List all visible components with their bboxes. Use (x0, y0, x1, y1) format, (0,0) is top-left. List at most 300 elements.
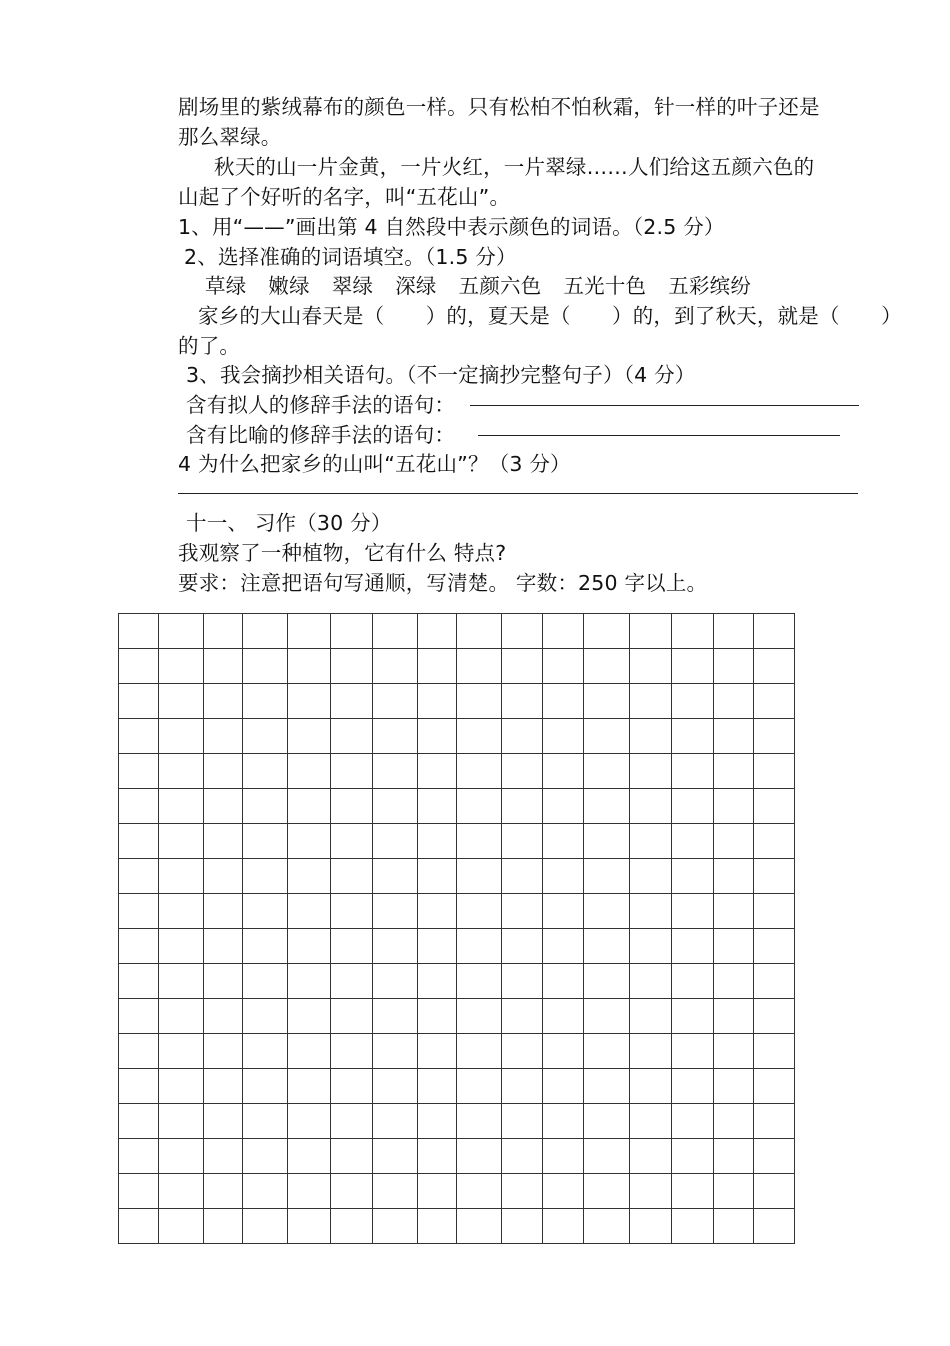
grid-cell[interactable] (119, 929, 159, 964)
grid-cell[interactable] (630, 824, 672, 859)
grid-cell[interactable] (543, 999, 584, 1034)
grid-cell[interactable] (457, 1209, 502, 1244)
grid-cell[interactable] (288, 824, 331, 859)
grid-cell[interactable] (331, 754, 373, 789)
grid-cell[interactable] (373, 1034, 418, 1069)
grid-cell[interactable] (672, 1174, 714, 1209)
grid-cell[interactable] (119, 1034, 159, 1069)
grid-cell[interactable] (543, 754, 584, 789)
grid-cell[interactable] (754, 999, 795, 1034)
grid-cell[interactable] (418, 1069, 457, 1104)
grid-cell[interactable] (457, 859, 502, 894)
grid-cell[interactable] (331, 824, 373, 859)
grid-cell[interactable] (204, 684, 243, 719)
grid-cell[interactable] (243, 649, 288, 684)
grid-cell[interactable] (754, 1104, 795, 1139)
grid-cell[interactable] (630, 964, 672, 999)
grid-cell[interactable] (418, 929, 457, 964)
grid-cell[interactable] (243, 719, 288, 754)
grid-cell[interactable] (672, 824, 714, 859)
grid-cell[interactable] (119, 1104, 159, 1139)
grid-cell[interactable] (714, 1104, 754, 1139)
grid-cell[interactable] (543, 964, 584, 999)
grid-cell[interactable] (418, 1139, 457, 1174)
grid-cell[interactable] (754, 1209, 795, 1244)
grid-cell[interactable] (288, 859, 331, 894)
grid-cell[interactable] (502, 684, 543, 719)
grid-cell[interactable] (418, 1209, 457, 1244)
grid-cell[interactable] (288, 789, 331, 824)
grid-cell[interactable] (714, 1139, 754, 1174)
grid-cell[interactable] (672, 894, 714, 929)
grid-cell[interactable] (331, 1209, 373, 1244)
grid-cell[interactable] (373, 859, 418, 894)
grid-cell[interactable] (630, 859, 672, 894)
grid-cell[interactable] (630, 999, 672, 1034)
grid-cell[interactable] (457, 684, 502, 719)
grid-cell[interactable] (714, 964, 754, 999)
grid-cell[interactable] (159, 964, 204, 999)
grid-cell[interactable] (502, 719, 543, 754)
grid-cell[interactable] (754, 1139, 795, 1174)
grid-cell[interactable] (672, 1104, 714, 1139)
grid-cell[interactable] (714, 719, 754, 754)
grid-cell[interactable] (159, 824, 204, 859)
grid-cell[interactable] (373, 1139, 418, 1174)
grid-cell[interactable] (630, 1034, 672, 1069)
grid-cell[interactable] (502, 859, 543, 894)
grid-cell[interactable] (457, 754, 502, 789)
answer-line-3a[interactable] (470, 405, 859, 406)
grid-cell[interactable] (418, 824, 457, 859)
grid-cell[interactable] (373, 684, 418, 719)
grid-cell[interactable] (373, 929, 418, 964)
grid-cell[interactable] (331, 789, 373, 824)
grid-cell[interactable] (418, 789, 457, 824)
grid-cell[interactable] (584, 999, 630, 1034)
grid-cell[interactable] (159, 789, 204, 824)
grid-cell[interactable] (714, 1069, 754, 1104)
grid-cell[interactable] (288, 719, 331, 754)
grid-cell[interactable] (288, 754, 331, 789)
grid-cell[interactable] (502, 789, 543, 824)
grid-cell[interactable] (630, 894, 672, 929)
grid-cell[interactable] (543, 719, 584, 754)
grid-cell[interactable] (630, 754, 672, 789)
grid-cell[interactable] (502, 1174, 543, 1209)
grid-cell[interactable] (754, 1174, 795, 1209)
grid-cell[interactable] (204, 894, 243, 929)
grid-row (119, 1174, 795, 1209)
grid-cell[interactable] (584, 789, 630, 824)
grid-cell[interactable] (204, 824, 243, 859)
grid-cell[interactable] (373, 1174, 418, 1209)
grid-cell[interactable] (543, 1034, 584, 1069)
grid-cell[interactable] (672, 649, 714, 684)
answer-line-3b[interactable] (478, 435, 840, 436)
grid-cell[interactable] (204, 999, 243, 1034)
grid-cell[interactable] (584, 824, 630, 859)
grid-cell[interactable] (331, 719, 373, 754)
grid-cell[interactable] (119, 649, 159, 684)
writing-grid[interactable] (118, 613, 795, 1244)
grid-cell[interactable] (418, 614, 457, 649)
grid-cell[interactable] (754, 859, 795, 894)
grid-cell[interactable] (630, 684, 672, 719)
grid-cell[interactable] (543, 1209, 584, 1244)
grid-cell[interactable] (418, 649, 457, 684)
grid-cell[interactable] (119, 964, 159, 999)
grid-cell[interactable] (502, 1069, 543, 1104)
grid-cell[interactable] (373, 614, 418, 649)
grid-cell[interactable] (584, 614, 630, 649)
grid-cell[interactable] (373, 789, 418, 824)
grid-cell[interactable] (159, 614, 204, 649)
grid-cell[interactable] (119, 1174, 159, 1209)
grid-cell[interactable] (630, 1209, 672, 1244)
grid-cell[interactable] (119, 1209, 159, 1244)
grid-cell[interactable] (204, 964, 243, 999)
grid-cell[interactable] (502, 1104, 543, 1139)
grid-cell[interactable] (457, 1139, 502, 1174)
grid-cell[interactable] (543, 894, 584, 929)
grid-cell[interactable] (418, 684, 457, 719)
grid-cell[interactable] (119, 894, 159, 929)
grid-cell[interactable] (119, 859, 159, 894)
answer-line-4[interactable] (178, 493, 858, 494)
grid-cell[interactable] (243, 824, 288, 859)
grid-cell[interactable] (584, 929, 630, 964)
grid-cell[interactable] (584, 719, 630, 754)
grid-cell[interactable] (204, 649, 243, 684)
grid-cell[interactable] (714, 859, 754, 894)
grid-cell[interactable] (119, 719, 159, 754)
grid-cell[interactable] (584, 684, 630, 719)
grid-cell[interactable] (204, 1174, 243, 1209)
grid-cell[interactable] (754, 754, 795, 789)
grid-cell[interactable] (243, 1034, 288, 1069)
grid-cell[interactable] (331, 649, 373, 684)
grid-cell[interactable] (754, 719, 795, 754)
grid-cell[interactable] (119, 824, 159, 859)
grid-cell[interactable] (543, 1069, 584, 1104)
grid-cell[interactable] (672, 719, 714, 754)
grid-cell[interactable] (331, 894, 373, 929)
grid-cell[interactable] (754, 649, 795, 684)
grid-cell[interactable] (543, 859, 584, 894)
grid-cell[interactable] (714, 1034, 754, 1069)
grid-cell[interactable] (159, 1209, 204, 1244)
grid-cell[interactable] (418, 1034, 457, 1069)
grid-cell[interactable] (714, 824, 754, 859)
grid-cell[interactable] (418, 1174, 457, 1209)
grid-cell[interactable] (630, 789, 672, 824)
grid-cell[interactable] (543, 614, 584, 649)
grid-cell[interactable] (288, 1069, 331, 1104)
grid-cell[interactable] (672, 964, 714, 999)
grid-cell[interactable] (457, 614, 502, 649)
grid-cell[interactable] (159, 894, 204, 929)
grid-cell[interactable] (288, 929, 331, 964)
grid-cell[interactable] (418, 754, 457, 789)
grid-cell[interactable] (373, 754, 418, 789)
grid-cell[interactable] (584, 1209, 630, 1244)
grid-cell[interactable] (502, 964, 543, 999)
grid-cell[interactable] (584, 1139, 630, 1174)
grid-cell[interactable] (243, 894, 288, 929)
grid-cell[interactable] (331, 1104, 373, 1139)
grid-cell[interactable] (331, 614, 373, 649)
grid-cell[interactable] (457, 894, 502, 929)
grid-cell[interactable] (543, 1104, 584, 1139)
grid-cell[interactable] (204, 1069, 243, 1104)
grid-cell[interactable] (543, 1174, 584, 1209)
grid-cell[interactable] (159, 1139, 204, 1174)
grid-cell[interactable] (159, 754, 204, 789)
grid-cell[interactable] (373, 999, 418, 1034)
grid-cell[interactable] (243, 1069, 288, 1104)
grid-cell[interactable] (543, 1139, 584, 1174)
grid-cell[interactable] (288, 999, 331, 1034)
grid-row (119, 754, 795, 789)
grid-cell[interactable] (672, 1139, 714, 1174)
grid-cell[interactable] (584, 1034, 630, 1069)
grid-cell[interactable] (331, 1174, 373, 1209)
grid-cell[interactable] (457, 1069, 502, 1104)
grid-cell[interactable] (331, 999, 373, 1034)
grid-cell[interactable] (373, 1104, 418, 1139)
grid-cell[interactable] (119, 754, 159, 789)
grid-cell[interactable] (119, 789, 159, 824)
grid-cell[interactable] (502, 614, 543, 649)
grid-cell[interactable] (418, 859, 457, 894)
grid-cell[interactable] (543, 684, 584, 719)
grid-cell[interactable] (754, 1034, 795, 1069)
grid-cell[interactable] (502, 1139, 543, 1174)
grid-cell[interactable] (373, 894, 418, 929)
grid-cell[interactable] (288, 1139, 331, 1174)
grid-row (119, 1104, 795, 1139)
grid-cell[interactable] (672, 1209, 714, 1244)
grid-cell[interactable] (714, 789, 754, 824)
grid-cell[interactable] (204, 1034, 243, 1069)
grid-cell[interactable] (373, 649, 418, 684)
grid-cell[interactable] (288, 964, 331, 999)
grid-cell[interactable] (159, 859, 204, 894)
grid-cell[interactable] (502, 649, 543, 684)
grid-cell[interactable] (243, 754, 288, 789)
grid-cell[interactable] (159, 684, 204, 719)
grid-cell[interactable] (418, 1104, 457, 1139)
grid-cell[interactable] (714, 649, 754, 684)
grid-cell[interactable] (672, 929, 714, 964)
grid-cell[interactable] (584, 1104, 630, 1139)
grid-cell[interactable] (288, 1209, 331, 1244)
grid-cell[interactable] (204, 719, 243, 754)
grid-cell[interactable] (119, 1069, 159, 1104)
grid-cell[interactable] (204, 754, 243, 789)
grid-cell[interactable] (288, 1104, 331, 1139)
grid-cell[interactable] (159, 1174, 204, 1209)
grid-cell[interactable] (584, 1069, 630, 1104)
question-4: 4 为什么把家乡的山叫“五花山”？（3 分） (178, 452, 571, 476)
grid-cell[interactable] (714, 999, 754, 1034)
grid-cell[interactable] (204, 929, 243, 964)
grid-cell[interactable] (630, 1139, 672, 1174)
grid-cell[interactable] (754, 684, 795, 719)
grid-cell[interactable] (243, 789, 288, 824)
grid-cell[interactable] (331, 929, 373, 964)
grid-cell[interactable] (754, 929, 795, 964)
grid-cell[interactable] (672, 1034, 714, 1069)
grid-cell[interactable] (754, 894, 795, 929)
grid-cell[interactable] (714, 614, 754, 649)
grid-cell[interactable] (243, 1209, 288, 1244)
grid-cell[interactable] (159, 929, 204, 964)
grid-cell[interactable] (243, 614, 288, 649)
grid-cell[interactable] (754, 789, 795, 824)
grid-cell[interactable] (584, 894, 630, 929)
grid-cell[interactable] (288, 684, 331, 719)
grid-cell[interactable] (288, 894, 331, 929)
word-bank-item: 五彩缤纷 (668, 274, 752, 298)
grid-cell[interactable] (457, 1174, 502, 1209)
grid-cell[interactable] (502, 754, 543, 789)
grid-cell[interactable] (630, 929, 672, 964)
grid-cell[interactable] (243, 964, 288, 999)
grid-cell[interactable] (159, 649, 204, 684)
grid-cell[interactable] (672, 614, 714, 649)
grid-cell[interactable] (457, 1104, 502, 1139)
grid-cell[interactable] (457, 789, 502, 824)
grid-cell[interactable] (630, 1174, 672, 1209)
grid-cell[interactable] (714, 684, 754, 719)
grid-cell[interactable] (418, 719, 457, 754)
grid-cell[interactable] (543, 824, 584, 859)
grid-cell[interactable] (204, 614, 243, 649)
grid-cell[interactable] (373, 719, 418, 754)
grid-cell[interactable] (418, 964, 457, 999)
grid-cell[interactable] (373, 964, 418, 999)
grid-cell[interactable] (630, 719, 672, 754)
grid-cell[interactable] (630, 1104, 672, 1139)
grid-cell[interactable] (243, 929, 288, 964)
grid-cell[interactable] (288, 1174, 331, 1209)
grid-cell[interactable] (584, 649, 630, 684)
grid-cell[interactable] (331, 1034, 373, 1069)
grid-cell[interactable] (243, 1104, 288, 1139)
grid-cell[interactable] (288, 649, 331, 684)
grid-cell[interactable] (754, 614, 795, 649)
grid-cell[interactable] (159, 999, 204, 1034)
grid-cell[interactable] (457, 929, 502, 964)
grid-cell[interactable] (204, 1139, 243, 1174)
grid-cell[interactable] (584, 859, 630, 894)
grid-cell[interactable] (243, 859, 288, 894)
grid-cell[interactable] (243, 999, 288, 1034)
word-bank-item: 深绿 (395, 274, 437, 298)
grid-cell[interactable] (204, 789, 243, 824)
question-3: 3、我会摘抄相关语句。（不一定摘抄完整句子）（4 分） (186, 363, 696, 387)
grid-cell[interactable] (630, 649, 672, 684)
grid-cell[interactable] (119, 614, 159, 649)
grid-cell[interactable] (331, 1069, 373, 1104)
grid-cell[interactable] (119, 1139, 159, 1174)
grid-cell[interactable] (331, 964, 373, 999)
grid-cell[interactable] (754, 824, 795, 859)
grid-cell[interactable] (373, 1069, 418, 1104)
grid-cell[interactable] (584, 754, 630, 789)
grid-cell[interactable] (457, 719, 502, 754)
grid-cell[interactable] (672, 684, 714, 719)
grid-cell[interactable] (331, 684, 373, 719)
grid-cell[interactable] (754, 964, 795, 999)
grid-cell[interactable] (243, 684, 288, 719)
grid-cell[interactable] (502, 999, 543, 1034)
grid-cell[interactable] (373, 1209, 418, 1244)
grid-cell[interactable] (119, 999, 159, 1034)
grid-cell[interactable] (204, 1104, 243, 1139)
grid-cell[interactable] (159, 1034, 204, 1069)
grid-cell[interactable] (714, 894, 754, 929)
grid-cell[interactable] (714, 754, 754, 789)
grid-cell[interactable] (672, 1069, 714, 1104)
grid-cell[interactable] (288, 1034, 331, 1069)
grid-cell[interactable] (714, 1209, 754, 1244)
grid-cell[interactable] (331, 1139, 373, 1174)
grid-cell[interactable] (672, 999, 714, 1034)
grid-cell[interactable] (204, 1209, 243, 1244)
grid-cell[interactable] (502, 929, 543, 964)
grid-cell[interactable] (543, 649, 584, 684)
grid-cell[interactable] (457, 824, 502, 859)
grid-cell[interactable] (543, 789, 584, 824)
grid-cell[interactable] (502, 1034, 543, 1069)
grid-cell[interactable] (584, 1174, 630, 1209)
grid-cell[interactable] (457, 649, 502, 684)
grid-cell[interactable] (418, 894, 457, 929)
grid-cell[interactable] (502, 824, 543, 859)
grid-cell[interactable] (672, 754, 714, 789)
grid-cell[interactable] (543, 929, 584, 964)
grid-cell[interactable] (584, 964, 630, 999)
grid-cell[interactable] (288, 614, 331, 649)
grid-cell[interactable] (373, 824, 418, 859)
grid-cell[interactable] (204, 859, 243, 894)
grid-cell[interactable] (714, 929, 754, 964)
grid-cell[interactable] (331, 859, 373, 894)
grid-cell[interactable] (159, 1069, 204, 1104)
grid-cell[interactable] (243, 1174, 288, 1209)
grid-cell[interactable] (630, 1069, 672, 1104)
grid-cell[interactable] (502, 1209, 543, 1244)
grid-cell[interactable] (159, 1104, 204, 1139)
grid-cell[interactable] (630, 614, 672, 649)
grid-cell[interactable] (457, 999, 502, 1034)
grid-cell[interactable] (672, 859, 714, 894)
grid-cell[interactable] (418, 999, 457, 1034)
grid-cell[interactable] (457, 964, 502, 999)
grid-cell[interactable] (159, 719, 204, 754)
fill-blank-sentence-end: 的了。 (178, 334, 241, 358)
grid-cell[interactable] (714, 1174, 754, 1209)
grid-cell[interactable] (672, 789, 714, 824)
grid-cell[interactable] (243, 1139, 288, 1174)
grid-cell[interactable] (119, 684, 159, 719)
grid-cell[interactable] (502, 894, 543, 929)
grid-cell[interactable] (754, 1069, 795, 1104)
grid-cell[interactable] (457, 1034, 502, 1069)
